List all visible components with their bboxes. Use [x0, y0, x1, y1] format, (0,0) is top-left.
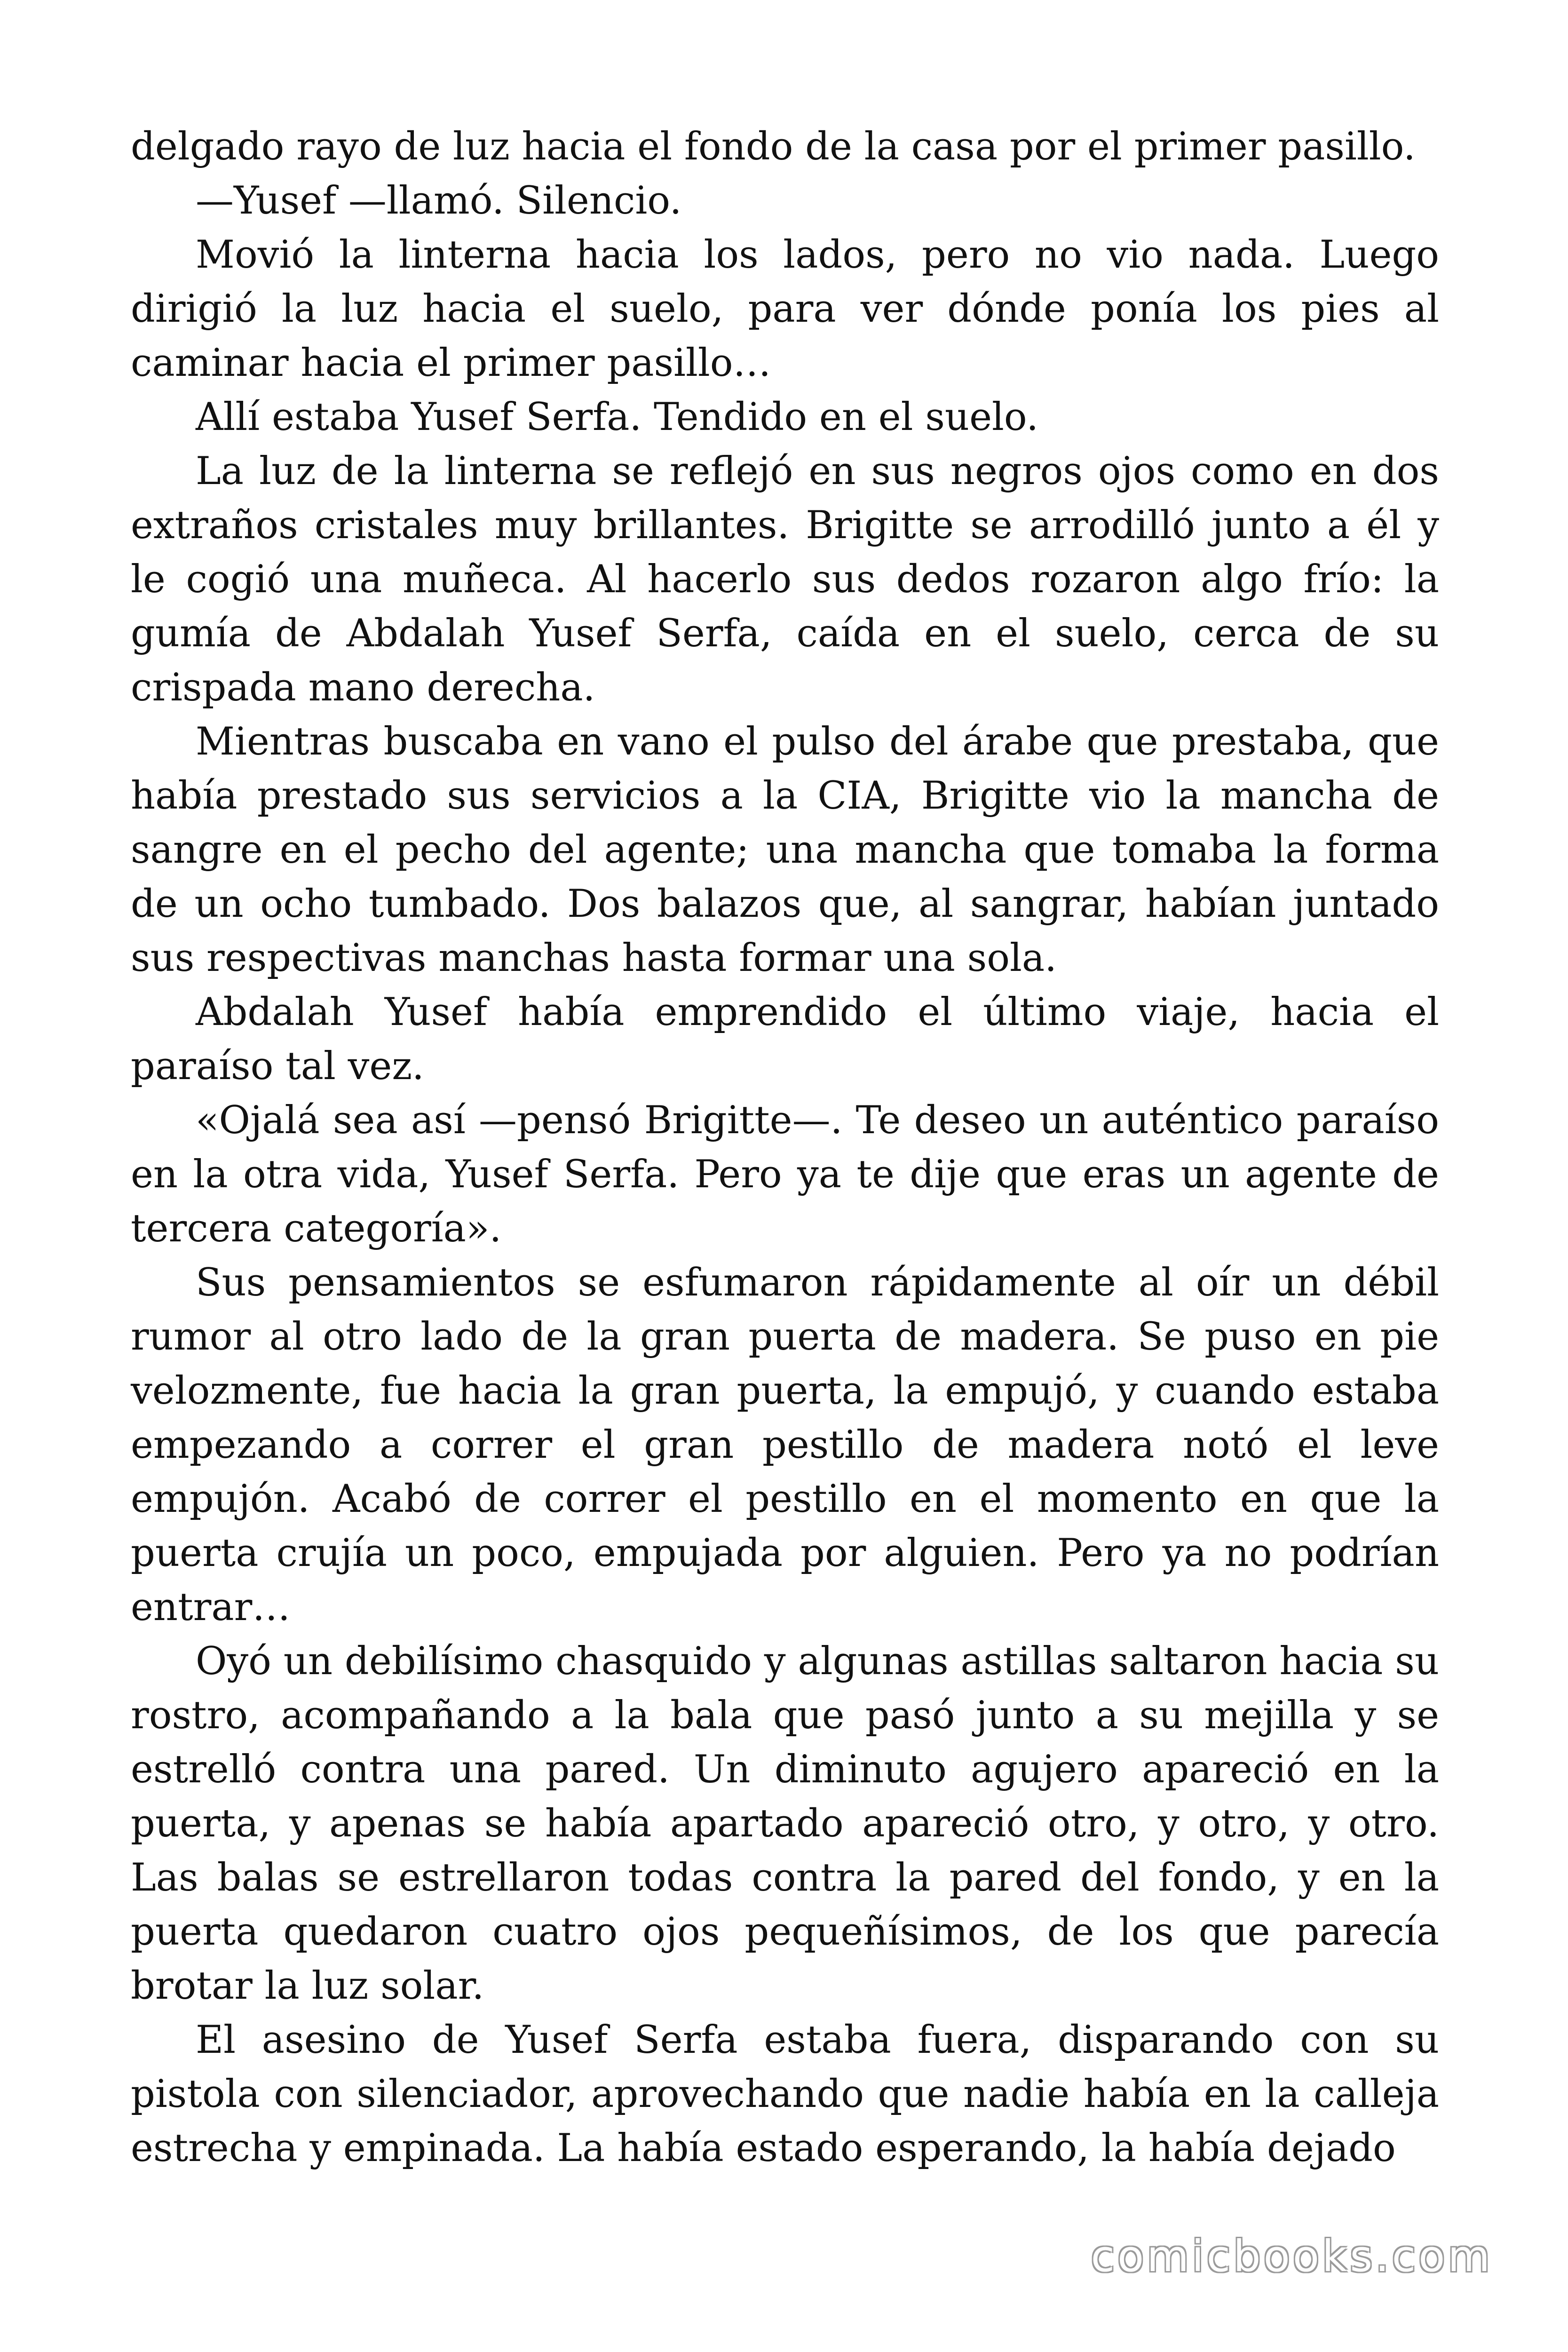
paragraph: Abdalah Yusef había emprendido el último viaje, hacia el paraíso tal vez.: [131, 990, 1439, 1089]
paragraph: La luz de la linterna se reflejó en sus negros ojos como en dos extraños cristales muy brillantes. Brigitte se arrodilló junto a él y le cogió una muñeca. Al hacerlo sus dedos rozaron algo frío: la gumía de Abdalah Yusef Serfa, caída en el suelo, cerca de su crispada mano derecha.: [131, 449, 1439, 710]
watermark: comicbooks.com: [1091, 2231, 1493, 2281]
page-body: [131, 120, 1439, 2176]
paragraph: El asesino de Yusef Serfa estaba fuera, disparando con su pistola con silenciador, aprovechando que nadie había en la calleja estrecha y empinada. La había estado esperando, la había dejado: [131, 2018, 1439, 2170]
paragraph: Movió la linterna hacia los lados, pero no vio nada. Luego dirigió la luz hacia el suelo, para ver dónde ponía los pies al caminar hacia el primer pasillo…: [131, 233, 1439, 385]
paragraph: Allí estaba Yusef Serfa. Tendido en el suelo.: [196, 395, 1039, 439]
paragraph: delgado rayo de luz hacia el fondo de la casa por el primer pasillo.: [131, 125, 1416, 169]
paragraph: Oyó un debilísimo chasquido y algunas astillas saltaron hacia su rostro, acompañando a la bala que pasó junto a su mejilla y se estrelló contra una pared. Un diminuto agujero apareció en la puerta, y apenas se había apartado apareció otro, y otro, y otro. Las balas se estrellaron todas contra la pared del fondo, y en la puerta quedaron cuatro ojos pequeñísimos, de los que parecía brotar la luz solar.: [131, 1639, 1439, 2008]
paragraph: «Ojalá sea así —pensó Brigitte—. Te deseo un auténtico paraíso en la otra vida, Yusef Serfa. Pero ya te dije que eras un agente de tercera categoría».: [131, 1098, 1439, 1251]
paragraph: —Yusef —llamó. Silencio.: [196, 179, 682, 223]
paragraph: Mientras buscaba en vano el pulso del árabe que prestaba, que había prestado sus servicios a la CIA, Brigitte vio la mancha de sangre en el pecho del agente; una mancha que tomaba la forma de un ocho tumbado. Dos balazos que, al sangrar, habían juntado sus respectivas manchas hasta formar una sola.: [131, 720, 1439, 980]
paragraph: Sus pensamientos se esfumaron rápidamente al oír un débil rumor al otro lado de la gran puerta de madera. Se puso en pie velozmente, fue hacia la gran puerta, la empujó, y cuando estaba empezando a correr el gran pestillo de madera notó el leve empujón. Acabó de correr el pestillo en el momento en que la puerta crujía un poco, empujada por alguien. Pero ya no podrían entrar…: [131, 1261, 1439, 1629]
